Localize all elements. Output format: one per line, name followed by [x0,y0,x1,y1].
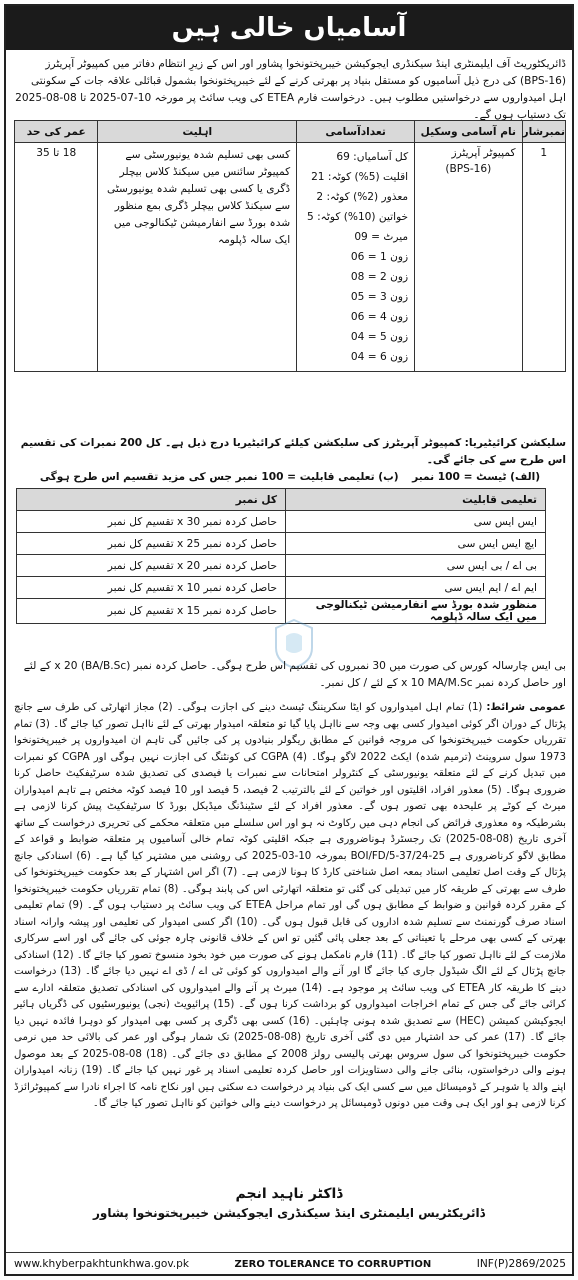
footer [14,1256,566,1272]
bs-note: بی ایس چارسالہ کورس کی صورت میں 30 نمبروں کی تقسیم اس طرح ہوگی۔ حاصل کردہ نمبر x 20 (BA/B.Sc) کے لئے اور حاصل کردہ نمبر x 10 MA/M.Sc کے لئے / کل نمبر۔ [23,660,566,689]
cell-count [297,143,415,372]
marks-qual: ایم اے / ایم ایس سی [286,577,546,599]
marks-value: حاصل کردہ نمبر x 10 تقسیم کل نمبر [17,577,286,599]
general-conditions [14,700,566,1113]
vacancy-table [14,120,566,372]
count-line: معذور (2%) کوٹہ: 2 [316,191,409,203]
intro-paragraph: ڈائریکٹوریٹ آف ایلیمنٹری اینڈ سیکنڈری ایجوکیشن خیبرپختونخوا پشاور اور اس کے زیرِ انتظام دفاتر میں کمپیوٹر آپریٹرز (BPS-16) کی درج ذیل آسامیوں کو مستقل بنیاد پر بھرتی کرنے کے لئے خیبرپختونخوا بشمول قبائلی علاقہ جات کے سکونتی اہل امیدواروں سے درخواستیں مطلوب ہیں۔ درخواست فارم ETEA کی ویب سائٹ پر مورخہ 10-07-2025 تا 08-08-2025 تک دستیاب ہوں گے۔ [15,58,566,121]
marks-qual: بی اے / بی ایس سی [286,555,546,577]
header-count: تعدادآسامی [297,121,415,143]
header-age: عمر کی حد [15,121,98,143]
criteria-text: کمپیوٹر آپریٹرز کی سلیکشن کیلئے کرائیٹیریا درج ذیل ہے۔ کل 200 نمبرات کی تقسیم اس طرح سے کی جائے گی۔ [20,437,566,466]
table-row [15,143,566,372]
selection-criteria [14,435,566,486]
marks-qual: ایس ایس سی [286,511,546,533]
header-post: نام آسامی وسکیل [415,121,522,143]
table-row [17,555,546,577]
cell-qualification: کسی بھی تسلیم شدہ یونیورسٹی سے کمپیوٹر سائنس میں سیکنڈ کلاس بیچلر ڈگری یا کسی بھی تسلیم شدہ یونیورسٹی سے سیکنڈ کلاس بیچلر ڈگری بمع منظور شدہ بورڈ سے انفارمیشن ٹیکنالوجی میں ایک سالہ ڈپلومہ [98,143,297,372]
cell-age: 18 تا 35 [15,143,98,372]
table-row [17,577,546,599]
count-line: خواتین (10%) کوٹہ: 5 [307,211,409,223]
footer-website[interactable]: www.khyberpakhtunkhwa.gov.pk [14,1258,190,1270]
signatory-name: ڈاکٹر ناہید انجم [235,1186,343,1202]
marks-value: حاصل کردہ نمبر x 30 تقسیم کل نمبر [17,511,286,533]
marks-value: حاصل کردہ نمبر x 25 تقسیم کل نمبر [17,533,286,555]
signatory-title: ڈائریکٹریس ایلیمنٹری اینڈ سیکنڈری ایجوکیشن خیبرپختونخوا پشاور [93,1206,485,1220]
count-line: زون 2 = 08 [350,271,409,283]
marks-header-qual: تعلیمی قابلیت [286,489,546,511]
count-line: زون 5 = 04 [350,331,409,343]
marks-qual: ایچ ایس ایس سی [286,533,546,555]
general-text: (1) تمام اہل امیدواروں کو ایٹا سکریننگ ٹیسٹ دینے کی اجازت ہوگی۔ (2) مجاز اتھارٹی کی طرف سے جانچ پڑتال کے دوران اگر کوئی امیدوار کسی بھی وجہ سے نااہل پایا گیا تو متعلقہ امیدوار بھرتی کے لئے نااہل تصور کیا جائے گا۔ (3) تمام تقرریاں حکومت خیبرپختونخوا کی مروجہ قوانین کے مطابق ریگولر بنیادوں پر کی جائیں گی تاہم ان امیدواروں پر خیبرپختونخوا 1973 سول سروینٹ (ترمیم شدہ) ایکٹ 2022 لاگو ہوگا۔ (4) CGPA کی کونٹنگ کی اجازت نہیں ہوگی اور CGPA کو نمبرات میں تبدیل کرنے کے لئے متعلقہ یونیورسٹی کے کنٹرولر امتحانات سے نمبرات یا فیصدی کی تصدیق شدہ سرٹیفکیٹ حاصل کرنا ضروری ہوگا۔ (5) معذور افراد، اقلیتوں اور خواتین کے لئے بالترتیب 2 فیصد، 5 فیصد اور 10 فیصد کوٹہ مختص ہے تاہم امیدواران میرٹ کے کوٹے پر علیحدہ بھی تصور ہوں گے۔ معذور افراد کے لئے سٹینڈنگ میڈیکل بورڈ کا سرٹیفکیٹ پیش کرنا لازمی ہے بشرطیکہ وہ معذوری فرائض کی انجام دہی میں رکاوٹ نہ ہو اور اس سلسلے میں متعلقہ محکمے کی تحریری درخواست کے ساتھ آخری تاریخ (08-08-2025) تک رجسٹرڈ ہوناضروری ہے جبکہ اقلیتی کوٹہ تمام خالی آسامیوں پر متعلقہ ضوابط و قواعد کے مطابق لاگو کرناضروری ہے BOI/FD/5-37/24-25 بمورخہ 10-03-2025 کی روشنی میں مشتہر کیا گیا ہے۔ (6) اسنادکی جانچ پڑتال کے وقت اصل تعلیمی اسناد بمعہ اصل شناختی کارڈ کا ہونا لازمی ہے۔ (7) اگر اس اشتہار کے بعد حکومت خیبرپختونخوا کی طرف سے بھرتی کے طریقہ کار میں تبدیلی کی گئی تو متعلقہ اتھارٹی اس کی پابند ہوگی۔ (8) تمام تقرریاں حکومت خیبرپختونخوا کے مقرر کردہ قوانین و ضوابط کے مطابق ہوں گی اور تمام مراحل ETEA کی ویب سائٹ پر دستیاب ہوں گے۔ (9) تمام تعلیمی اسناد صرف گورنمنٹ سے تسلیم شدہ اداروں کی قابل قبول ہوں گی۔ (10) اگر کسی امیدوار کی تعلیمی اور پیشہ وارانہ اسناد بھرتی کے کسی بھی مرحلے یا تعیناتی کے بعد جعلی پائی گئیں تو اس کے خلاف قانونی چارہ جوئی کی جائے گی اور اسے سرکاری ملازمت کے لئے نااہل تصور کیا جائے گا۔ (11) فارم نامکمل ہونے کی صورت میں خود بخود منسوخ تصور کیا جائے گا۔ (12) اسنادکی جانچ پڑتال کے لئے الگ شیڈول جاری کیا جائے گا اور آنے والے امیدواروں کو کوئی ٹی اے / ڈی اے نہیں دیا جائے گا۔ (13) درخواست دینے کا طریقہ کار ETEA کی ویب سائٹ پر موجود ہے۔ (14) میرٹ پر آنے والے امیدواروں کی اسنادکی تصدیق متعلقہ ادارے سے کرائی جائے گی جس کے تمام اخراجات امیدواروں کو برداشت کرنا ہوں گے۔ (15) پرائیویٹ (نجی) یونیورسٹیوں کی ڈگریاں ہائیر ایجوکیشن کمیشن (HEC) سے تصدیق شدہ ہونی چاہئیں۔ (16) کسی بھی ڈگری پر کسی بھی امیدوار کو دوہرا فائدہ نہیں دیا جائے گا۔ (17) عمر کی حد اشتہار میں دی گئی آخری تاریخ (08-08-2025) تک شمار ہوگی اور عمر کی بالائی حد میں نرمی حکومت خیبرپختونخوا کی سول سروس بھرتی پالیسی رولز 2008 کے مطابق دی جائے گی۔ (18) 08-08-2025 کے بعد موصول ہونے والی درخواستوں، بنائی جانے والی دستاویزات اور حاصل کردہ تعلیمی اسناد پر غور نہیں کیا جائے گا۔ (19) زنانہ امیدواران اپنے والد یا شوہر کے ڈومیسائل میں سے کسی ایک کی بنیاد پر درخواست دے سکتی ہیں اور نکاح نامہ کا اجراء نادرا سے کمپیوٹرائزڈ کرنا لازمی ہو اور ایک ہی وقت میں دونوں ڈومیسائل پر درخواست دینے والی خواتین کو نااہل تصور کیا جائے گا۔ [14,702,567,1109]
count-line: کل آسامیاں: 69 [336,151,409,163]
count-line: زون 3 = 05 [350,291,409,303]
page-title: آسامیاں خالی ہیں [6,6,572,50]
post-scale: (BPS-16) [445,163,492,175]
footer-ref: INF(P)2869/2025 [476,1258,566,1270]
table-row [17,533,546,555]
header-qualification: اہلیت [98,121,297,143]
criteria-part-a: (الف) ٹیسٹ = 100 نمبر [412,471,541,483]
general-label: عمومی شرائط: [486,702,566,713]
marks-value: حاصل کردہ نمبر x 15 تقسیم کل نمبر [17,599,286,624]
marks-qual: منظور شدہ بورڈ سے انفارمیشن ٹیکنالوجی میں ایک سالہ ڈپلومہ [286,599,546,624]
table-row [17,511,546,533]
criteria-label: سلیکشن کرائیٹیریا: [464,437,566,449]
cell-sno: 1 [522,143,566,372]
marks-table [16,488,546,624]
count-line: زون 4 = 06 [350,311,409,323]
count-line: اقلیت (5%) کوٹہ: 21 [311,171,409,183]
count-line: میرٹ = 09 [354,231,409,243]
footer-slogan: ZERO TOLERANCE TO CORRUPTION [234,1258,432,1270]
criteria-part-b: (ب) تعلیمی قابلیت = 100 نمبر جس کی مزید تقسیم اس طرح ہوگی [39,471,399,483]
footer-divider [6,1252,572,1253]
count-line: زون 1 = 06 [350,251,409,263]
marks-value: حاصل کردہ نمبر x 20 تقسیم کل نمبر [17,555,286,577]
cell-post [415,143,522,372]
count-line: زون 6 = 04 [350,351,409,363]
post-name: کمپیوٹر آپریٹرز [451,147,516,159]
advertisement-page [4,4,574,1276]
marks-header-marks: کل نمبر [17,489,286,511]
signature-block [6,1186,572,1220]
header-sno: نمبرشار [522,121,566,143]
